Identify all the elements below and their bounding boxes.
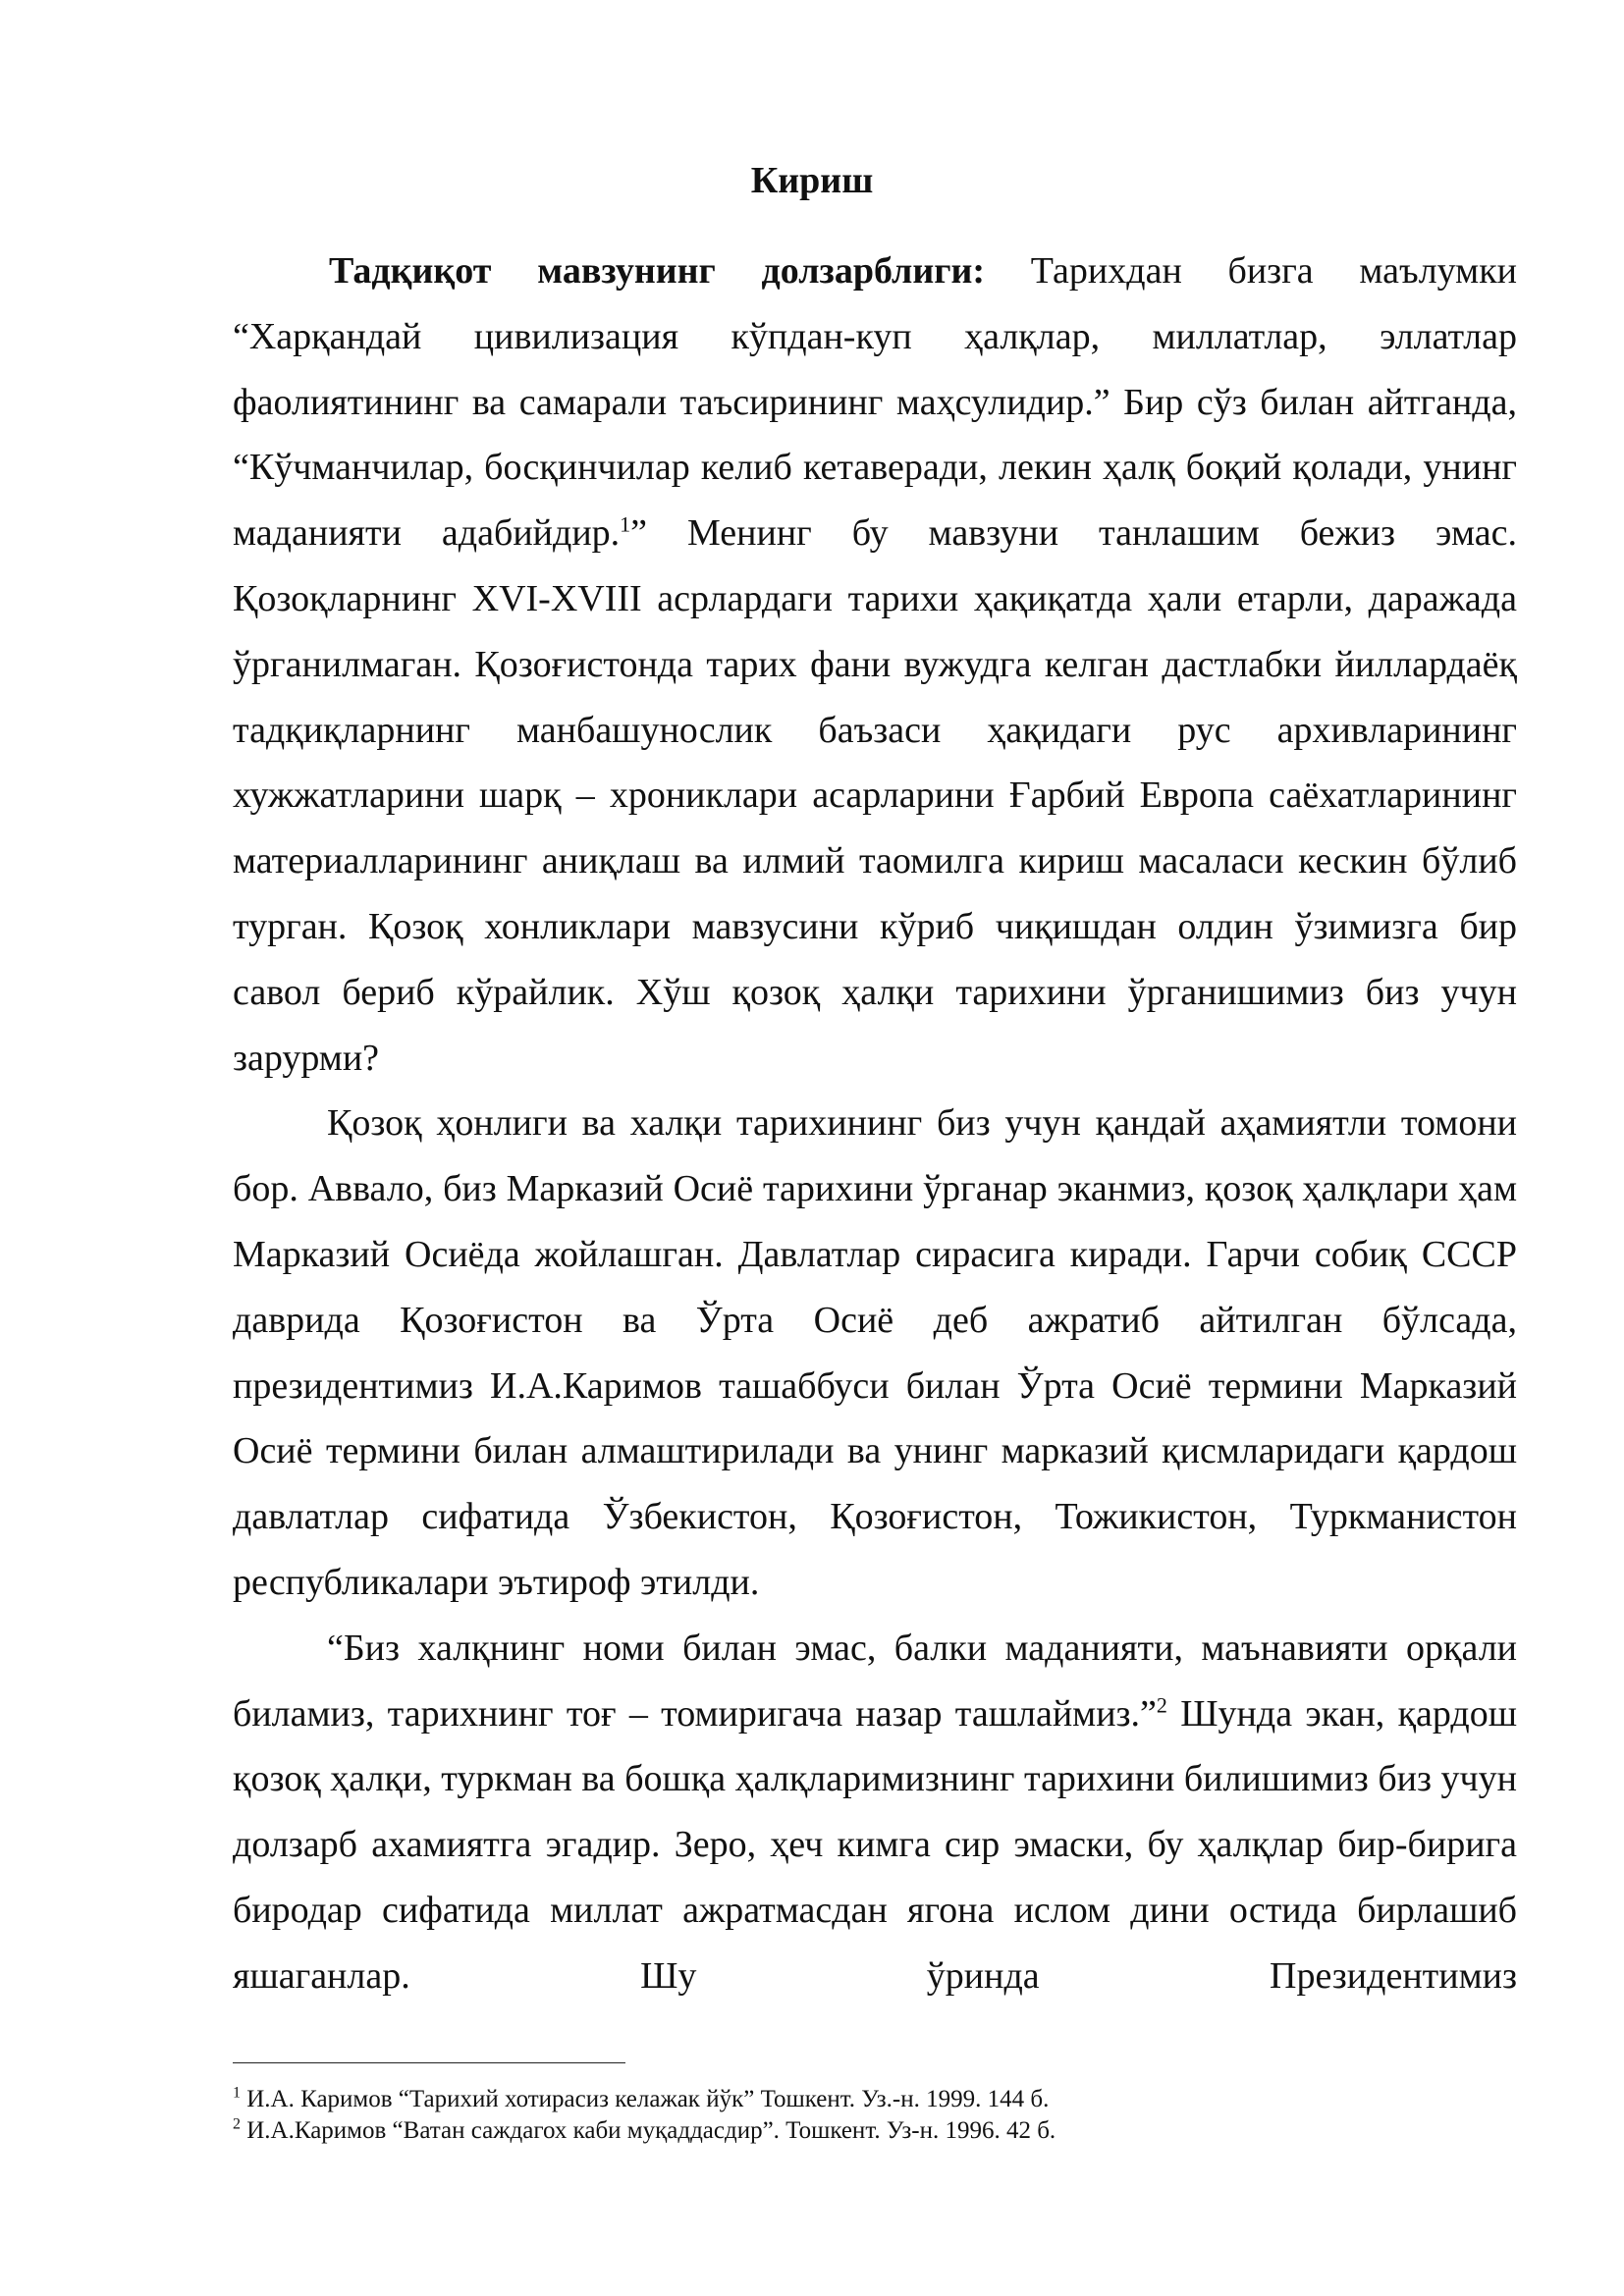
footnote-number: 2 [233, 2115, 241, 2133]
paragraph-3-text-b: Шунда экан, қардош қозоқ ҳалқи, туркман ва бошқа ҳалқларимизнинг тарихини билишимиз биз учун долзарб ахамиятга эгадир. Зеро, ҳеч кимга сир эмаски, бу ҳалқлар бир-бирига биродар сифатида миллат ажратмасдан ягона ислом дини остида бирлашиб яшаганлар. Шу ўринда Президентимиз [233, 1692, 1517, 1997]
footnote-text: И.А. Каримов “Тарихий хотирасиз келажак йўк” Тошкент. Уз.-н. 1999. 144 б. [246, 2086, 1050, 2112]
paragraph-3-text-a: “Биз халқнинг номи билан эмас, балки маданияти, маънавияти орқали биламиз, тарихнинг тоғ – томиригача назар ташлаймиз.” [233, 1627, 1517, 1735]
footnotes [233, 2084, 1517, 2147]
body-text [233, 239, 1517, 2009]
footnote-number: 1 [233, 2084, 241, 2102]
paragraph-lead: Тадқиқот мавзунинг долзарблиги: [329, 250, 986, 292]
paragraph-1-text-a: Тарихдан бизга маълумки “Харқандай цивилизация кўпдан-куп ҳалқлар, миллатлар, эллатлар фаолиятининг ва самарали таъсирининг маҳсулидир.” Бир сўз билан айтганда, “Кўчманчилар, босқинчилар келиб кетаверади, лекин ҳалқ боқий қолади, унинг маданияти адабийдир. [233, 250, 1517, 555]
paragraph-2: Қозоқ ҳонлиги ва халқи тарихининг биз учун қандай аҳамиятли томони бор. Аввало, биз Марказий Осиё тарихини ўрганар эканмиз, қозоқ ҳалқлари ҳам Марказий Осиёда жойлашган. Давлатлар сирасига киради. Гарчи собиқ СССР даврида Қозоғистон ва Ўрта Осиё деб ажратиб айтилган бўлсада, президентимиз И.А.Каримов ташаббуси билан Ўрта Осиё термини Марказий Осиё термини билан алмаштирилади ва унинг марказий қисмларидаги қардош давлатлар сифатида Ўзбекистон, Қозоғистон, Тожикистон, Туркманистон республикалари эътироф этилди. [233, 1102, 1517, 1603]
paragraph-3 [233, 1616, 1517, 2009]
paragraph-1 [233, 239, 1517, 1091]
footnote-ref-1: 1 [620, 511, 631, 537]
footnote-text: И.А.Каримов “Ватан саждагох каби муқаддасдир”. Тошкент. Уз-н. 1996. 42 б. [246, 2117, 1056, 2144]
page-title: Кириш [750, 160, 874, 201]
footnote-separator [233, 2062, 625, 2063]
paragraph-1-text-b: ” Менинг бу мавзуни танлашим бежиз эмас. Қозоқларнинг XVI-XVIII асрлардаги тарихи ҳақиқатда ҳали етарли, даражада ўрганилмаган. Қозоғистонда тарих фани вужудга келган дастлабки йиллардаёқ тадқиқларнинг манбашунослик баъзаси ҳақидаги рус архивларининг хужжатларини шарқ – хрониклари асарларини Ғарбий Европа саёхатларининг материалларининг аниқлаш ва илмий таомилга кириш масаласи кескин бўлиб турган. Қозоқ хонликлари мавзусини кўриб чиқишдан олдин ўзимизга бир савол бериб кўрайлик. Хўш қозоқ ҳалқи тарихини ўрганишимиз биз учун зарурми? [233, 512, 1517, 1079]
footnote-ref-2: 2 [1156, 1691, 1167, 1717]
footnote-2 [233, 2115, 1517, 2147]
footnote-1 [233, 2084, 1517, 2115]
